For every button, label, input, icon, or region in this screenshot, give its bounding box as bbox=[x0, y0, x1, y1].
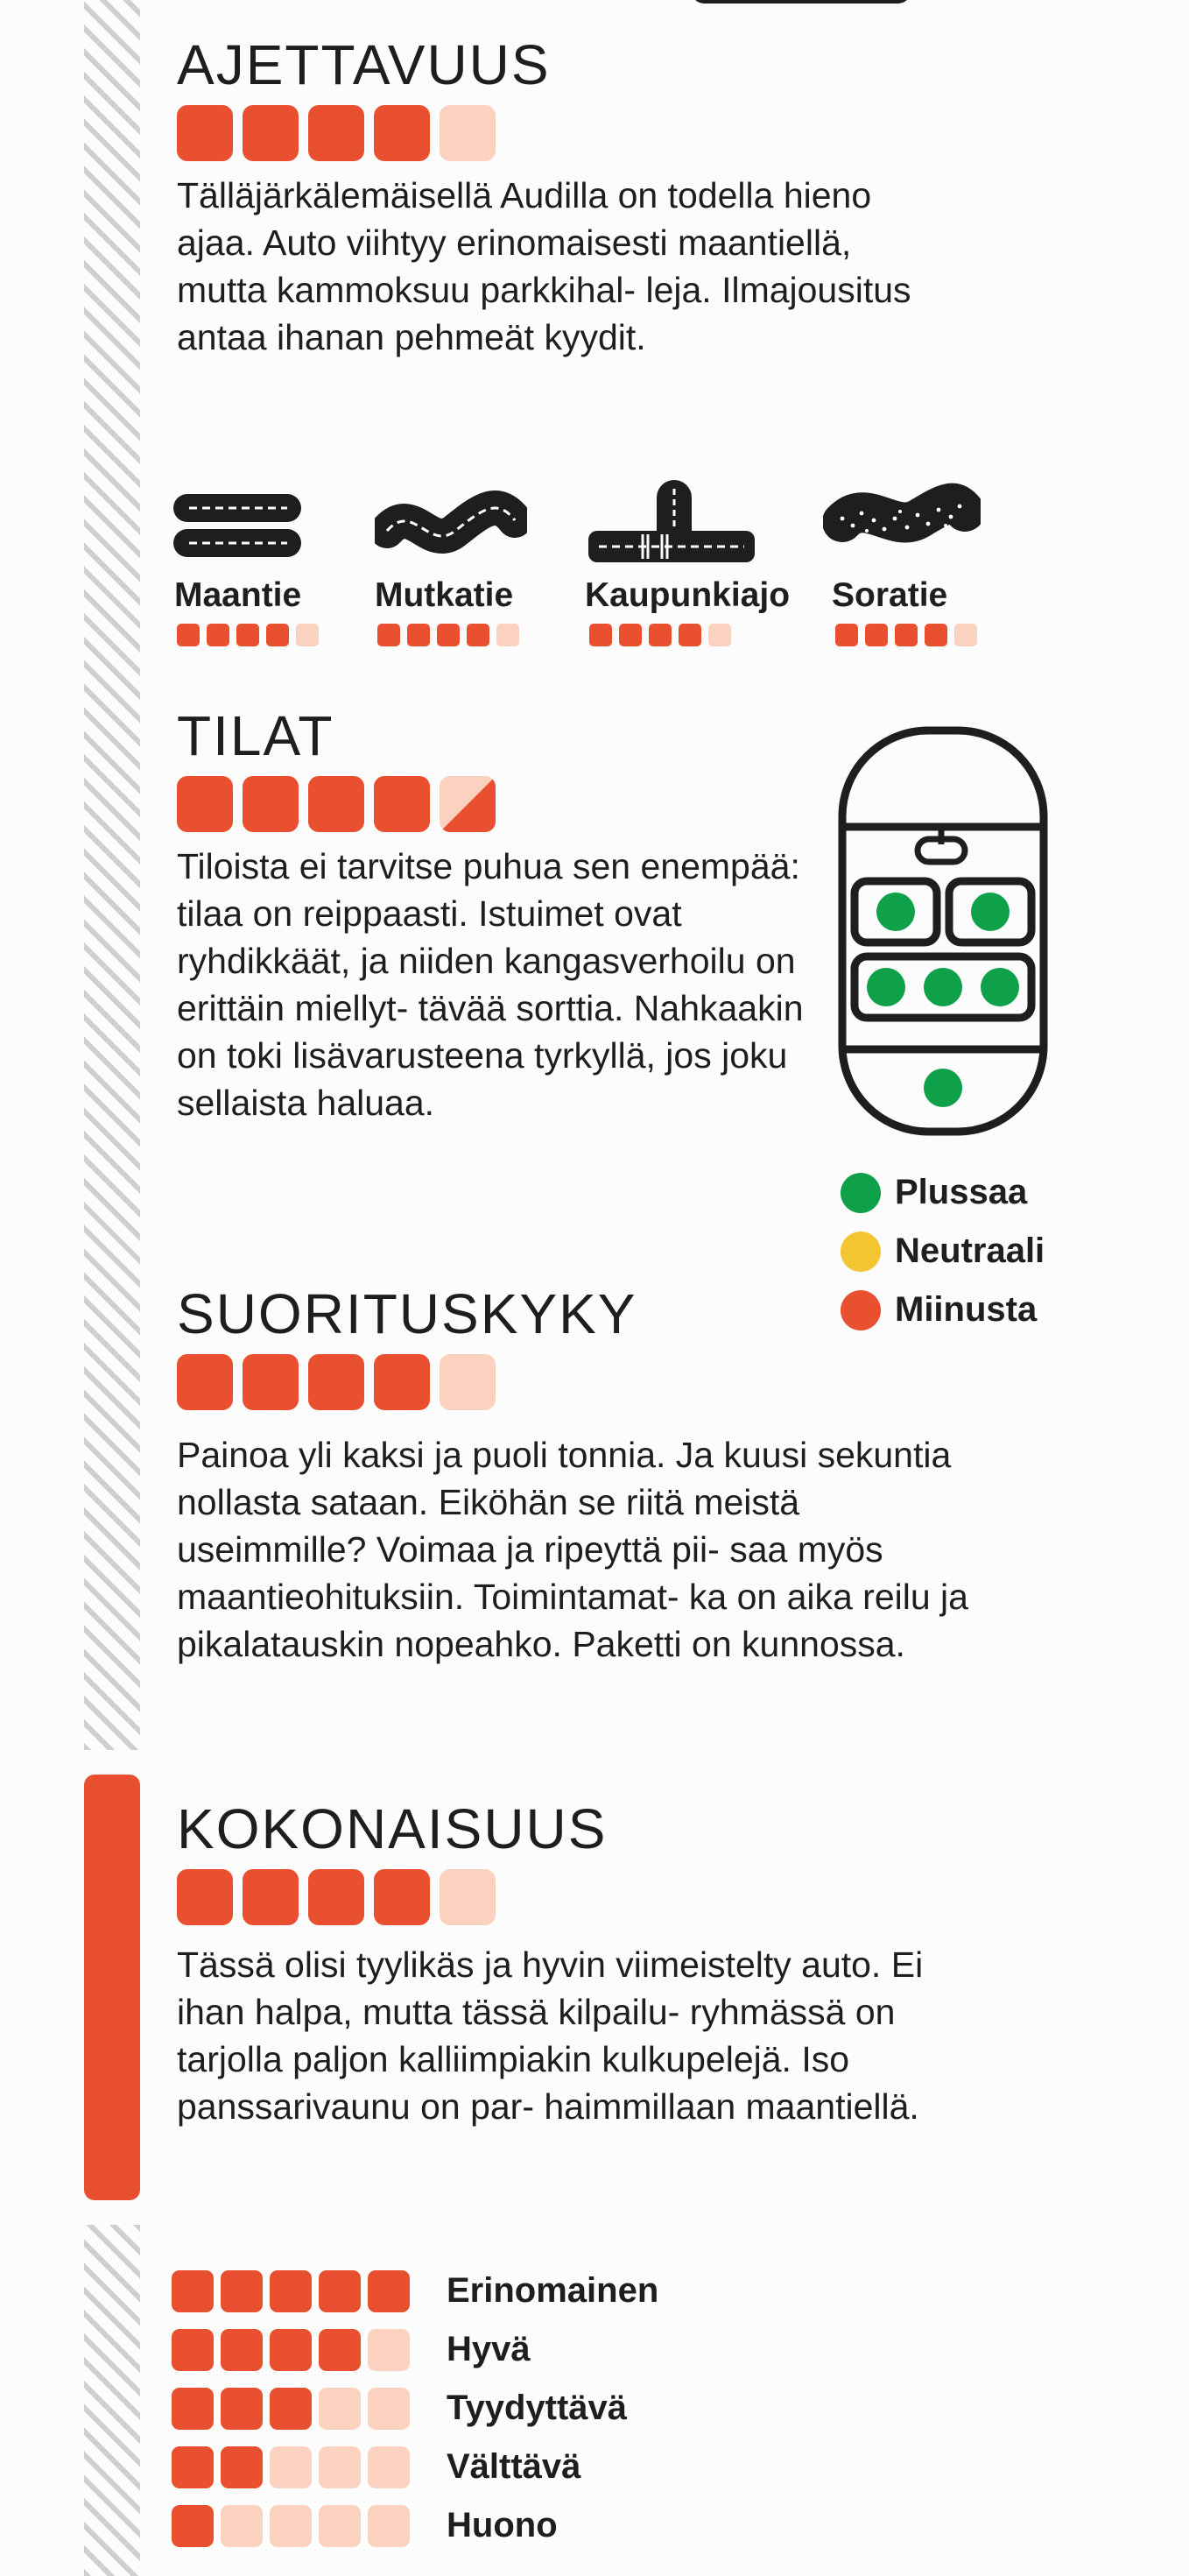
scale-label: Välttävä bbox=[447, 2447, 581, 2486]
road-soratie bbox=[823, 480, 981, 614]
gravel-road-icon bbox=[823, 480, 981, 564]
rating-square bbox=[374, 105, 430, 161]
scale-squares bbox=[172, 2388, 417, 2430]
road-rating-square bbox=[619, 624, 642, 646]
section-suorituskyky bbox=[177, 1282, 982, 1668]
scale-square bbox=[172, 2388, 214, 2430]
road-rating-square bbox=[377, 624, 400, 646]
scale-row bbox=[172, 2320, 658, 2379]
rating-square bbox=[177, 776, 233, 832]
road-label: Mutkatie bbox=[375, 576, 514, 614]
rating-scale-legend bbox=[172, 2262, 658, 2555]
scale-square bbox=[270, 2505, 312, 2547]
road-kaupunkiajo bbox=[585, 480, 791, 614]
rating-square bbox=[177, 1869, 233, 1925]
scale-square bbox=[270, 2388, 312, 2430]
section-text: Tässä olisi tyylikäs ja hyvin viimeistelty auto. Ei ihan halpa, mutta tässä kilpailu- ryhmässä on tarjolla paljon kalliimpiakin kulkupelejä. Iso panssarivaunu on par- haimmillaan maantiellä. bbox=[177, 1944, 924, 2127]
seat-dot bbox=[924, 1069, 962, 1107]
section-ajettavuus bbox=[177, 33, 947, 361]
legend-label: Neutraali bbox=[895, 1232, 1045, 1270]
section-title: SUORITUSKYKY bbox=[177, 1282, 637, 1345]
rating-square bbox=[243, 776, 299, 832]
section-tilat bbox=[177, 704, 807, 1126]
road-label: Maantie bbox=[174, 576, 302, 614]
scale-squares bbox=[172, 2505, 417, 2547]
curvy-road-icon bbox=[375, 480, 527, 564]
scale-square bbox=[319, 2446, 361, 2488]
road-rating-square bbox=[589, 624, 612, 646]
legend-dot bbox=[841, 1173, 881, 1213]
rating-square bbox=[177, 1354, 233, 1410]
road-rating-square bbox=[895, 624, 918, 646]
road-maantie bbox=[172, 480, 303, 614]
seat-dot bbox=[867, 968, 905, 1006]
seat-dot bbox=[924, 968, 962, 1006]
rating-square bbox=[243, 1869, 299, 1925]
legend-dot bbox=[841, 1232, 881, 1272]
rating-square bbox=[308, 776, 364, 832]
top-decoration bbox=[692, 0, 911, 4]
rating-square bbox=[374, 1354, 430, 1410]
side-hatch-bottom bbox=[84, 2225, 140, 2576]
legend-label: Plussaa bbox=[895, 1173, 1028, 1211]
scale-square bbox=[319, 2388, 361, 2430]
scale-squares bbox=[172, 2270, 417, 2312]
section-title: TILAT bbox=[177, 704, 334, 767]
seat-dot bbox=[971, 893, 1010, 931]
scale-squares bbox=[172, 2446, 417, 2488]
rating-squares bbox=[177, 105, 947, 161]
scale-square bbox=[368, 2446, 410, 2488]
road-rating-square bbox=[925, 624, 947, 646]
scale-square bbox=[368, 2505, 410, 2547]
rating-squares bbox=[177, 1869, 947, 1925]
rating-square bbox=[177, 105, 233, 161]
scale-square bbox=[172, 2270, 214, 2312]
legend-item bbox=[841, 1163, 1045, 1222]
scale-square bbox=[221, 2329, 263, 2371]
scale-square bbox=[319, 2505, 361, 2547]
section-text: Painoa yli kaksi ja puoli tonnia. Ja kuusi sekuntia nollasta sataan. Eiköhän se riitä meistä useimmille? Voimaa ja ripeyttä pii- saa myös maantieohituksiin. Toimintamat- ka on aika reilu ja pikalatauskin nopeahko. Paketti on kunnossa. bbox=[177, 1435, 968, 1664]
scale-label: Erinomainen bbox=[447, 2271, 659, 2310]
road-rating-square bbox=[865, 624, 888, 646]
road-rating bbox=[377, 624, 519, 646]
scale-square bbox=[221, 2270, 263, 2312]
rating-square bbox=[440, 1869, 496, 1925]
rating-square bbox=[440, 105, 496, 161]
side-hatch-top bbox=[84, 0, 140, 1750]
section-kokonaisuus bbox=[177, 1797, 947, 2130]
road-rating-square bbox=[467, 624, 489, 646]
seat-map bbox=[837, 725, 1049, 1141]
road-rating-square bbox=[407, 624, 430, 646]
rating-square bbox=[308, 1869, 364, 1925]
scale-row bbox=[172, 2379, 658, 2438]
scale-label: Huono bbox=[447, 2506, 558, 2544]
scale-squares bbox=[172, 2329, 417, 2371]
road-rating-square bbox=[496, 624, 519, 646]
legend-label: Miinusta bbox=[895, 1290, 1038, 1329]
scale-square bbox=[221, 2388, 263, 2430]
rating-square bbox=[440, 1354, 496, 1410]
scale-square bbox=[368, 2270, 410, 2312]
road-rating-square bbox=[266, 624, 289, 646]
scale-square bbox=[319, 2270, 361, 2312]
scale-label: Tyydyttävä bbox=[447, 2389, 628, 2427]
legend-item bbox=[841, 1222, 1045, 1281]
scale-square bbox=[172, 2446, 214, 2488]
seat-dot bbox=[876, 893, 915, 931]
section-title: AJETTAVUUS bbox=[177, 33, 551, 96]
scale-label: Hyvä bbox=[447, 2330, 531, 2368]
road-rating bbox=[835, 624, 977, 646]
scale-square bbox=[319, 2329, 361, 2371]
scale-square bbox=[270, 2446, 312, 2488]
road-rating-square bbox=[437, 624, 460, 646]
rating-square bbox=[243, 1354, 299, 1410]
rating-square bbox=[243, 105, 299, 161]
rating-squares bbox=[177, 1354, 982, 1410]
seat-dot bbox=[981, 968, 1019, 1006]
rating-square bbox=[374, 776, 430, 832]
scale-square bbox=[221, 2505, 263, 2547]
road-mutkatie bbox=[375, 480, 527, 614]
scale-square bbox=[221, 2446, 263, 2488]
highway-icon bbox=[172, 480, 303, 564]
scale-row bbox=[172, 2438, 658, 2496]
car-seat-diagram bbox=[837, 725, 1049, 1137]
road-rating-square bbox=[296, 624, 319, 646]
section-title: KOKONAISUUS bbox=[177, 1797, 608, 1860]
scale-square bbox=[172, 2505, 214, 2547]
rating-square bbox=[440, 776, 496, 832]
road-rating-square bbox=[236, 624, 259, 646]
scale-square bbox=[270, 2270, 312, 2312]
scale-square bbox=[172, 2329, 214, 2371]
road-rating bbox=[589, 624, 731, 646]
road-rating-square bbox=[207, 624, 229, 646]
scale-row bbox=[172, 2496, 658, 2555]
rating-square bbox=[308, 105, 364, 161]
rating-square bbox=[308, 1354, 364, 1410]
scale-square bbox=[368, 2388, 410, 2430]
scale-row bbox=[172, 2262, 658, 2320]
road-rating bbox=[177, 624, 319, 646]
section-text: Tiloista ei tarvitse puhua sen enempää: tilaa on reippaasti. Istuimet ovat ryhdikkäät, ja niiden kangasverhoilu on erittäin miellyt- tävää sorttia. Nahkaakin on toki lisävarusteena tyrkyllä, jos joku sellaista haluaa. bbox=[177, 846, 804, 1123]
rating-squares bbox=[177, 776, 807, 832]
road-rating-square bbox=[708, 624, 731, 646]
road-rating-square bbox=[649, 624, 672, 646]
road-ratings bbox=[172, 480, 1012, 655]
section-text: Tälläjärkälemäisellä Audilla on todella hieno ajaa. Auto viihtyy erinomaisesti maantiellä, mutta kammoksuu parkkihal- leja. Ilmajousitus antaa ihanan pehmeät kyydit. bbox=[177, 175, 911, 357]
scale-square bbox=[270, 2329, 312, 2371]
road-rating-square bbox=[177, 624, 200, 646]
road-rating-square bbox=[954, 624, 977, 646]
city-road-icon bbox=[587, 480, 756, 564]
road-label: Kaupunkiajo bbox=[585, 576, 791, 614]
scale-square bbox=[368, 2329, 410, 2371]
rating-square bbox=[374, 1869, 430, 1925]
road-rating-square bbox=[679, 624, 701, 646]
road-label: Soratie bbox=[832, 576, 948, 614]
side-accent-bar bbox=[84, 1775, 140, 2200]
road-rating-square bbox=[835, 624, 858, 646]
